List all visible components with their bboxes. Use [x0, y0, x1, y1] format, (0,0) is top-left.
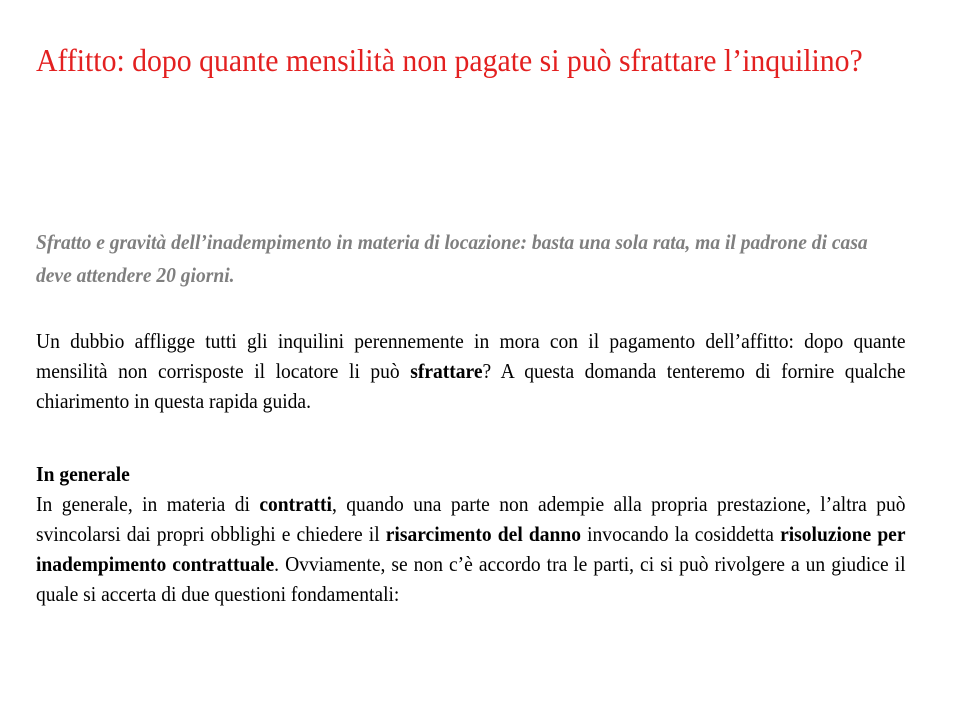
- section-text-2: , quando una parte non adempie alla propria prestazione, l’altra può svincolarsi dai propri obblighi e chiedere il: [36, 492, 906, 546]
- section-text-3: invocando la cosiddetta: [580, 522, 781, 546]
- section-heading: In generale: [36, 462, 130, 486]
- section-text-4: . Ovviamente, se non c’è accordo tra le parti, ci si può rivolgere a un giudice il quale si accerta di due questioni fondamentali:: [36, 552, 906, 606]
- section-bold-risarcimento: risarcimento del danno: [385, 522, 581, 546]
- section-bold-contratti: contratti: [259, 492, 332, 516]
- section-text-1: In generale, in materia di: [36, 492, 260, 516]
- intro-text-1: Un dubbio affligge tutti gli inquilini perennemente in mora con il pagamento dell’affitto: dopo quante mensilità non corrisposte il locatore li può: [36, 329, 906, 383]
- section-in-generale: [36, 459, 906, 609]
- document-page: [36, 40, 908, 606]
- document-title: Affitto: dopo quante mensilità non pagate si può sfrattare l’inquilino?: [36, 42, 863, 78]
- section-bold-risoluzione: risoluzione per inadempimento contrattuale: [36, 522, 906, 576]
- intro-bold-sfrattare: sfrattare: [410, 359, 483, 383]
- document-subtitle: Sfratto e gravità dell’inadempimento in materia di locazione: basta una sola rata, ma il padrone di casa deve attendere 20 giorni.: [36, 230, 868, 287]
- intro-paragraph: [36, 326, 906, 416]
- intro-text-2: ? A questa domanda tenteremo di fornire qualche chiarimento in questa rapida guida.: [36, 359, 906, 413]
- section-paragraph: [36, 489, 906, 609]
